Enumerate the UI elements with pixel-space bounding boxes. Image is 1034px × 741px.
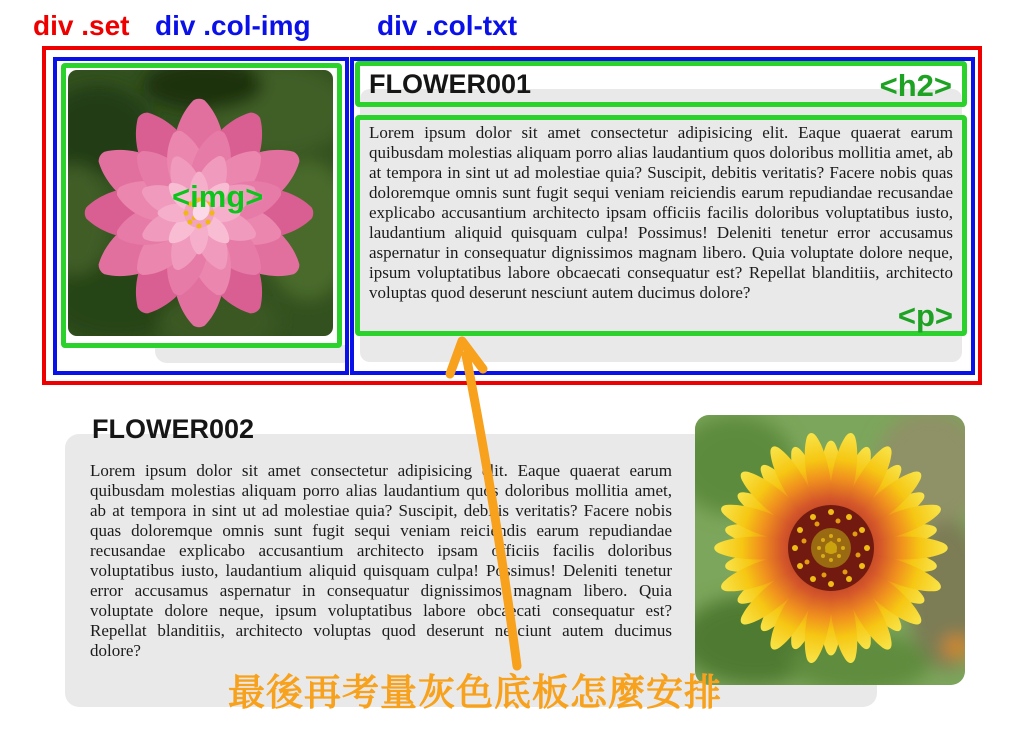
card2-body-text: Lorem ipsum dolor sit amet consectetur adipisicing elit. Eaque quaerat earum quibusdam molestias aliquam porro alias laudantium quos doloribus mollitia amet, ab at tempora in sint ut ad molestiae quia? Suscipit, debitis veritatis? Facere nobis quas doloremque omnis sunt fugit sequi veniam reiciendis earum repudiandae recusandae explicabo accusantium architecto ipsam officiis facilis doloribus voluptatibus iusto, laudantium aliquid quisquam culpa! Possimus! Deleniti tenetur error accusamus aspernatur in consequatur dignissimos magnam libero. Quia voluptate dolore neque, ipsum voluptatibus labore obcaecati consequatur est? Repellat blanditiis, architecto voluptas quod deserunt nesciunt autem ducimus dolore? bbox=[90, 461, 672, 660]
annotation-note-text: 最後再考量灰色底板怎麼安排 bbox=[228, 672, 722, 713]
card1-title: FLOWER001 bbox=[369, 68, 532, 99]
card1-body-text: Lorem ipsum dolor sit amet consectetur adipisicing elit. Eaque quaerat earum quibusdam molestias aliquam porro alias laudantium quos doloribus mollitia amet, ab at tempora in sint ut ad molestiae quia? Suscipit, debitis veritatis? Facere nobis quas doloremque omnis sunt fugit sequi veniam reiciendis earum repudiandae recusandae explicabo accusantium architecto ipsam officiis facilis doloribus voluptatibus iusto, laudantium aliquid quisquam culpa! Possimus! Deleniti tenetur error accusamus aspernatur in consequatur dignissimos magnam libero. Quia voluptate dolore neque, ipsum voluptatibus labore obcaecati consequatur est? Repellat blanditiis, architecto voluptas quod deserunt nesciunt autem ducimus dolore? bbox=[369, 123, 953, 302]
card1-p-element-border bbox=[355, 115, 967, 336]
annotation-img-tag: <img> bbox=[172, 179, 264, 214]
card1-h2-element-border bbox=[355, 61, 967, 107]
card2-title: FLOWER002 bbox=[92, 414, 255, 444]
annotation-h2-tag: <h2> bbox=[879, 68, 952, 103]
annotation-div-set: div .set bbox=[33, 10, 130, 41]
annotation-p-tag: <p> bbox=[897, 298, 953, 333]
annotation-div-col-txt: div .col-txt bbox=[377, 10, 518, 41]
gaillardia-image bbox=[695, 415, 965, 685]
annotation-div-col-img: div .col-img bbox=[155, 10, 311, 41]
